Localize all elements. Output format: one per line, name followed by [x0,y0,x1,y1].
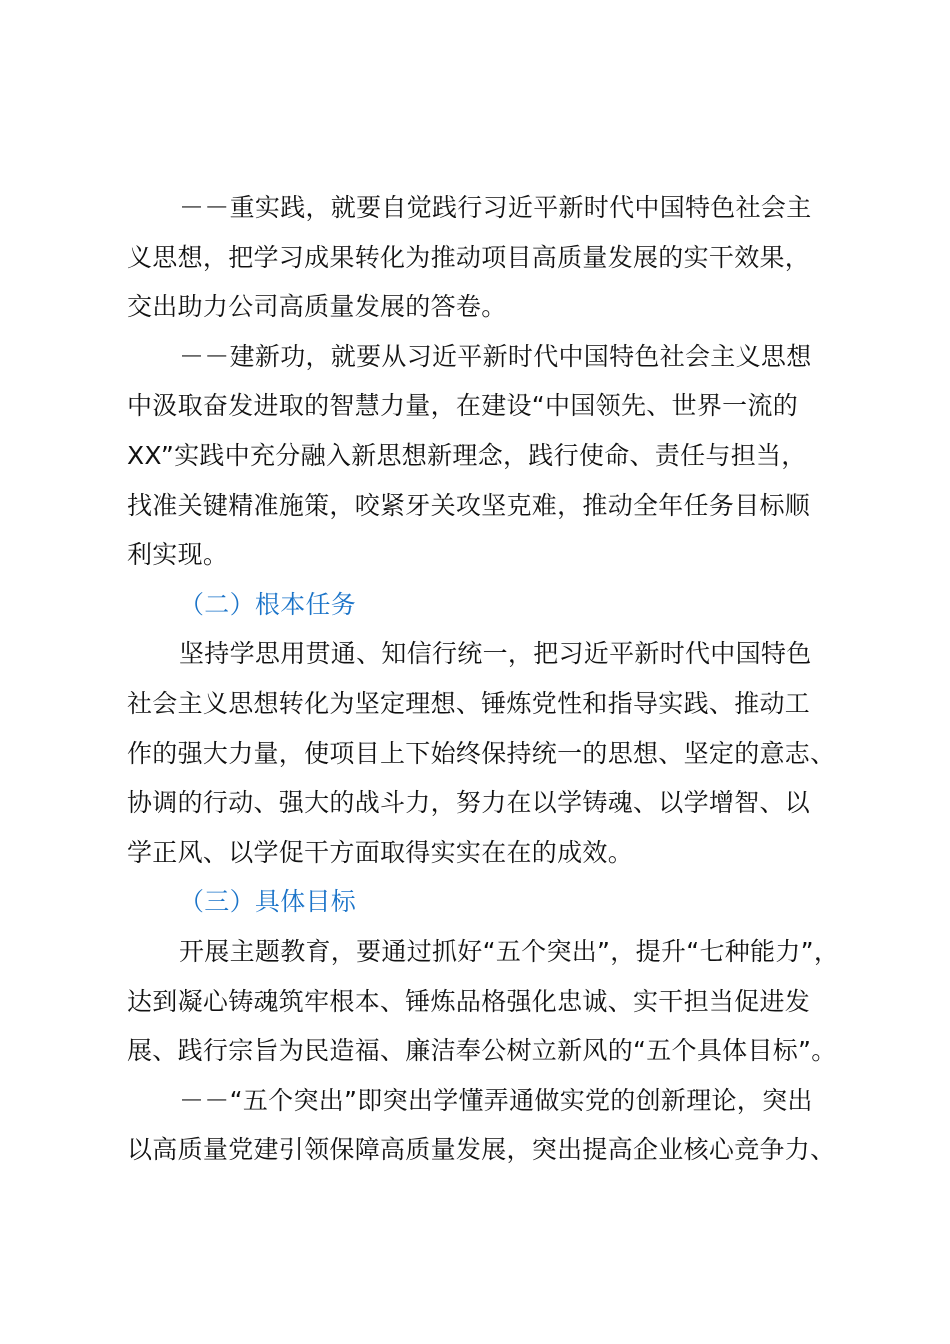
text-line: －－“五个突出”即突出学懂弄通做实党的创新理论，突出 [179,1085,813,1115]
text-line: XX”实践中充分融入新思想新理念，践行使命、责任与担当， [127,440,807,470]
text-line: 交出助力公司高质量发展的答卷。 [127,292,507,322]
text-line: －－重实践，就要自觉践行习近平新时代中国特色社会主 [179,193,812,222]
text-line: －－建新功，就要从习近平新时代中国特色社会主义思想 [179,341,812,371]
text-line: 找准关键精准施策，咬紧牙关攻坚克难，推动全年任务目标顺 [127,490,811,520]
text-line: 中汲取奋发进取的智慧力量，在建设“中国领先、世界一流的 [127,391,799,421]
section-heading-fundamental-task: （二）根本任务 [179,589,357,619]
section-heading-specific-goals: （三）具体目标 [179,887,357,917]
paragraph-fundamental-task [127,629,836,877]
text-line: 学正风、以学促干方面取得实实在在的成效。 [127,837,634,867]
paragraph-new-achievement [127,332,832,580]
text-line: 社会主义思想转化为坚定理想、锤炼党性和指导实践、推动工 [127,688,811,718]
document-body [127,183,840,1175]
text-line: 达到凝心铸魂筑牢根本、锤炼品格强化忠诚、实干担当促进发 [127,986,811,1016]
text-line: 开展主题教育，要通过抓好“五个突出”，提升“七种能力”， [179,936,840,966]
text-line: 以高质量党建引领保障高质量发展，突出提高企业核心竞争力、 [127,1135,836,1165]
text-line: 展、践行宗旨为民造福、廉洁奉公树立新风的“五个具体目标”。 [127,1036,837,1066]
text-line: 坚持学思用贯通、知信行统一，把习近平新时代中国特色 [179,639,812,669]
text-line: 义思想，把学习成果转化为推动项目高质量发展的实干效果， [127,242,811,272]
paragraph-five-highlights [127,1076,836,1175]
text-line: 协调的行动、强大的战斗力，努力在以学铸魂、以学增智、以 [127,788,811,818]
text-line: 利实现。 [127,540,229,570]
paragraph-specific-goals [127,927,840,1076]
paragraph-practice [127,183,832,332]
text-line: 作的强大力量，使项目上下始终保持统一的思想、坚定的意志、 [127,738,836,768]
